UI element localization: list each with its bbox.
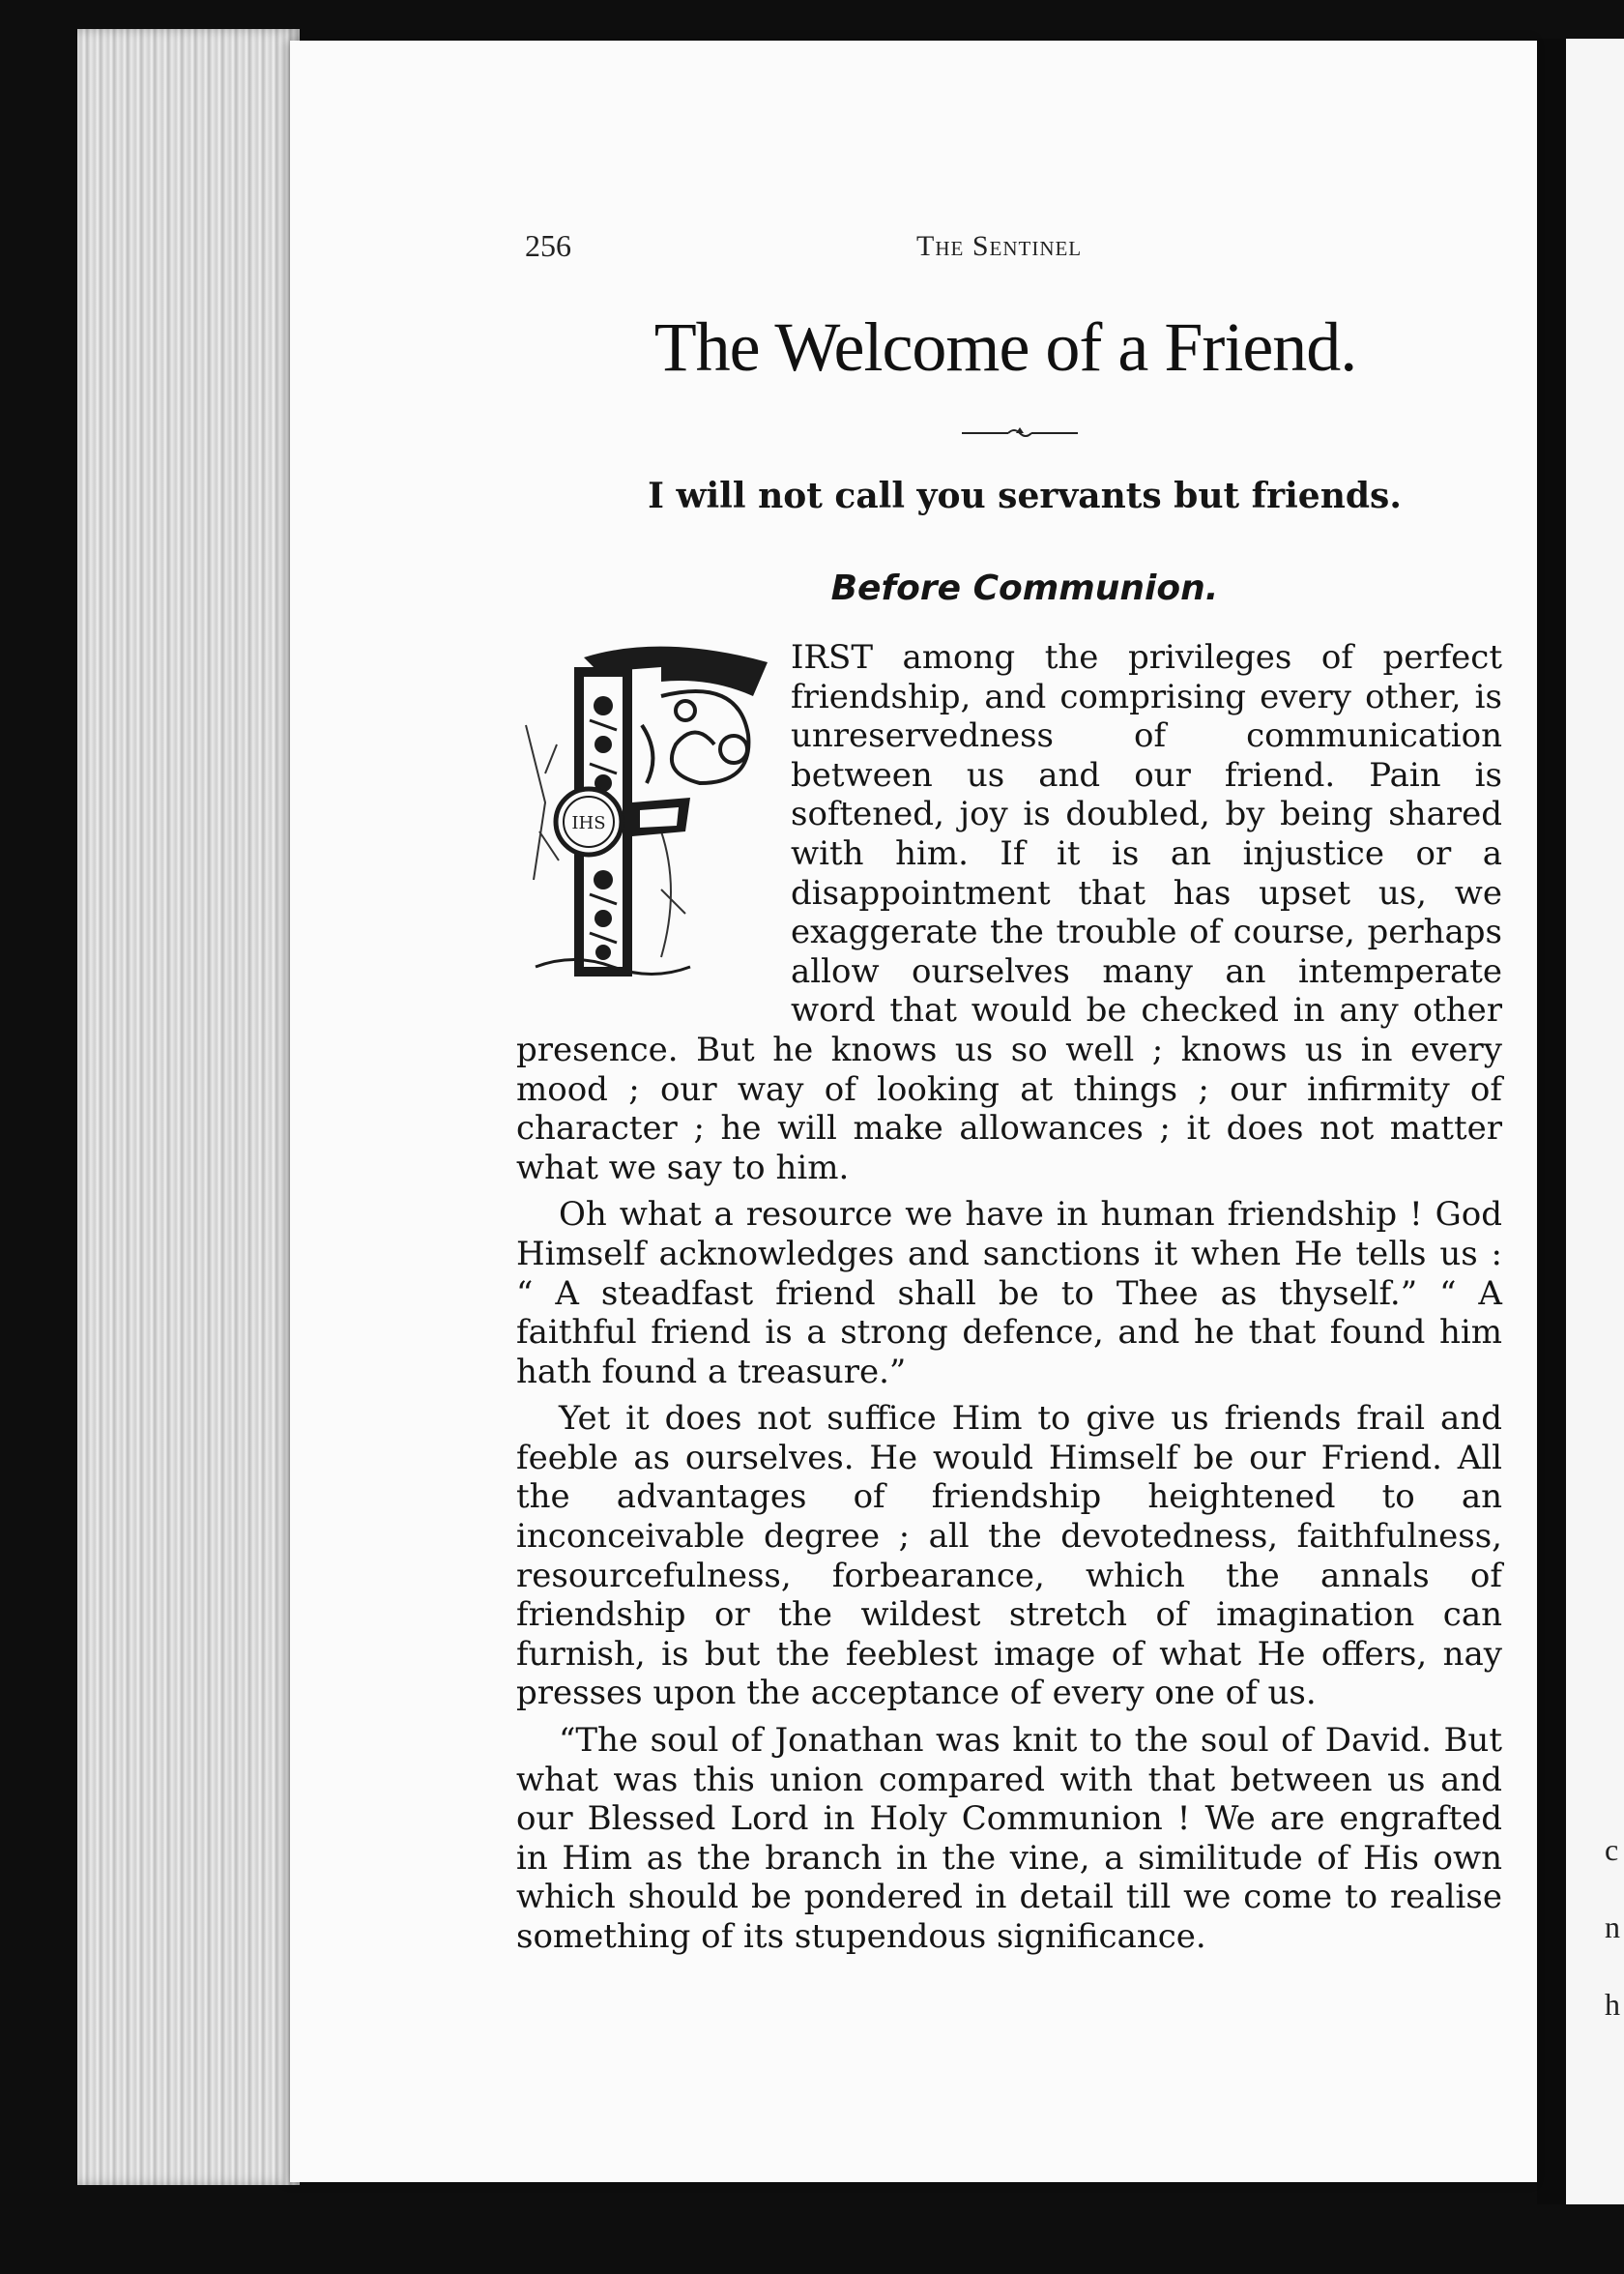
facing-page-letter: c bbox=[1605, 1832, 1619, 1867]
dropcap-lead-word: IRST bbox=[791, 638, 873, 677]
dropcap-monogram: IHS bbox=[571, 813, 606, 833]
paragraph-text: among the privileges of perfect friendship, and comprising every other, is unreservedness of communication between us and our friend. Pain is softened, joy is doubled, by being shared with him. If it is an injustice or a disappointment that has upset us, we exaggerate the trouble of course, perhaps allow ourselves many an intemperate word that would be checked in any other presence. But he knows us so well ; knows us in every mood ; our way of looking at things ; our infirmity of character ; he will make allowances ; it does not matter what we say to him. bbox=[516, 638, 1502, 1187]
article-body bbox=[516, 638, 1502, 1965]
ornate-letter-f-icon bbox=[516, 638, 777, 996]
paragraph bbox=[516, 638, 1502, 1187]
paragraph: “The soul of Jonathan was knit to the soul of David. But what was this union compared with that between us and our Blessed Lord in Holy Communion ! We are engrafted in Him as the branch in the vine, a similitude of His own which should be pondered in detail till we come to realise something of its stupendous significance. bbox=[516, 1721, 1502, 1956]
facing-page-letter: h bbox=[1605, 1987, 1620, 2022]
section-subheading: Before Communion. bbox=[830, 568, 1219, 608]
page-number: 256 bbox=[525, 228, 571, 263]
gutter-shadow bbox=[1537, 39, 1566, 2204]
book-page-edges bbox=[77, 29, 300, 2185]
paragraph: Oh what a resource we have in human friendship ! God Himself acknowledges and sanctions it when He tells us : “ A steadfast friend shall be to Thee as thyself.” “ A faithful friend is a strong defence, and he that found him hath found a treasure.” bbox=[516, 1195, 1502, 1391]
facing-page-letter: n bbox=[1605, 1910, 1620, 1944]
running-head: The Sentinel bbox=[916, 230, 1083, 262]
epigraph: I will not call you servants but friends. bbox=[648, 476, 1402, 516]
paragraph: Yet it does not suffice Him to give us friends frail and feeble as ourselves. He would Himself be our Friend. All the advantages of friendship heightened to an inconceivable degree ; all the devotedness, faithfulness, resourcefulness, forbearance, which the annals of friendship or the wildest stretch of imagination can furnish, is but the feeblest image of what He offers, nay presses upon the acceptance of every one of us. bbox=[516, 1399, 1502, 1713]
title-ornament bbox=[962, 425, 1078, 441]
facing-page-edge bbox=[1566, 39, 1624, 2204]
illuminated-dropcap bbox=[516, 638, 777, 996]
article-title: The Welcome of a Friend. bbox=[653, 308, 1357, 386]
page-header bbox=[525, 228, 1472, 267]
